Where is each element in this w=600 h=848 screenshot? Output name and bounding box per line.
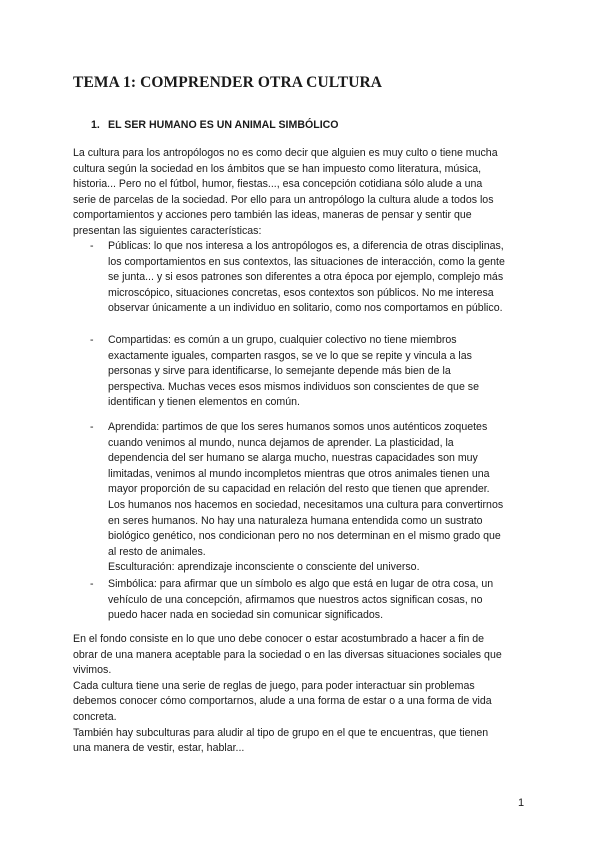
text-line: Esculturación: aprendizaje inconsciente o consciente del universo. [108, 561, 420, 574]
text-line: los comportamientos en sus contextos, las situaciones de interacción, como la gente [108, 255, 505, 268]
text-line: Aprendida: partimos de que los seres humanos somos unos auténticos zoquetes [108, 421, 488, 433]
text-line: una manera de vestir, estar, hablar... [73, 742, 245, 755]
text-line: vehículo de una concepción, afirmamos que nuestros actos significan cosas, no [108, 593, 483, 606]
text-line: microscópico, situaciones concretas, esos contextos son públicos. No me interesa [108, 286, 494, 299]
closing-paragraph [73, 632, 529, 757]
text-line: dependencia del ser humano se alarga mucho, nuestras capacidades son muy [108, 452, 478, 465]
bullet-dash: - [90, 578, 94, 590]
text-line: concreta. [73, 710, 117, 723]
intro-paragraph [73, 146, 529, 240]
text-line: personas y sirve para identificarse, lo semejante depende más bien de la [108, 365, 451, 378]
text-line: La cultura para los antropólogos no es como decir que alguien es muy culto o tiene mucha [73, 147, 498, 159]
text-line: biológico genético, nos condicionan pero no nos determinan en el mismo grado que [108, 530, 501, 543]
text-line: puedo hacer nada en sociedad sin comunicar significados. [108, 609, 384, 622]
text-line: presentan las siguientes características: [73, 224, 262, 237]
text-line: exactamente iguales, comparten rasgos, se ve lo que se repite y vincula a las [108, 349, 472, 362]
text-line: mayor proporción de su capacidad en relación del resto que tienen que aprender. [108, 483, 490, 496]
section-number: 1. [91, 119, 100, 131]
text-line: vivimos. [73, 664, 112, 677]
text-line: Los humanos nos hacemos en sociedad, necesitamos una cultura para convertirnos [108, 498, 504, 511]
section-heading [91, 119, 339, 131]
bullet-dash: - [90, 421, 94, 433]
bullet-item-aprendida [90, 420, 528, 576]
text-line: se junta... y si esos patrones son diferentes a otra época por ejemplo, complejo más [108, 271, 504, 284]
text-line: debemos conocer cómo comportarnos, alude a una forma de estar o a una forma de vida [73, 695, 492, 708]
bullet-dash: - [90, 334, 94, 346]
section-heading-text: EL SER HUMANO ES UN ANIMAL SIMBÓLICO [108, 119, 339, 131]
text-line: serie de parcelas de la sociedad. Por ello para un antropólogo la cultura alude a todos los [73, 193, 494, 206]
text-line: obrar de una manera aceptable para la sociedad o en las diversas situaciones sociales que [73, 648, 502, 661]
document-title: TEMA 1: COMPRENDER OTRA CULTURA [73, 74, 383, 91]
text-line: al resto de animales. [108, 545, 206, 558]
text-line: perspectiva. Muchas veces esos mismos individuos son conscientes de que se [108, 380, 479, 393]
text-line: En el fondo consiste en lo que uno debe conocer o estar acostumbrado a hacer a fin de [73, 633, 485, 645]
text-line: en seres humanos. No hay una naturaleza humana entendida como un sustrato [108, 514, 483, 527]
text-line: Cada cultura tiene una serie de reglas de juego, para poder interactuar sin problemas [73, 679, 475, 692]
bullet-item-simbolica [90, 577, 528, 624]
text-line: limitadas, venimos al mundo incompletos mientras que otros animales tienen una [108, 467, 490, 480]
page-number: 1 [518, 797, 525, 809]
text-line: identifican y tienen elementos en común. [108, 396, 300, 409]
bullet-item-publicas [90, 239, 528, 317]
text-line: cultura según la sociedad en los ámbitos que se han impuesto como literatura, música, [73, 162, 482, 175]
text-line: Compartidas: es común a un grupo, cualquier colectivo no tiene miembros [108, 334, 457, 346]
text-line: Simbólica: para afirmar que un símbolo es algo que está en lugar de otra cosa, un [108, 578, 494, 590]
text-line: comportamientos y acciones pero también las ideas, maneras de pensar y sentir que [73, 209, 472, 222]
text-line: cuando venimos al mundo, nunca dejamos de aprender. La plasticidad, la [108, 436, 454, 449]
text-line: También hay subculturas para aludir al tipo de grupo en el que te encuentras, que tienen [73, 726, 489, 739]
bullet-dash: - [90, 240, 94, 252]
text-line: historia... Pero no el fútbol, humor, fiestas..., esa concepción cotidiana sólo alude a una [73, 178, 483, 191]
bullet-item-compartidas [90, 333, 528, 411]
text-line: Públicas: lo que nos interesa a los antropólogos es, a diferencia de otras disciplinas, [108, 240, 504, 252]
text-line: observar únicamente a un individuo en solitario, como nos comportamos en público. [108, 302, 503, 315]
